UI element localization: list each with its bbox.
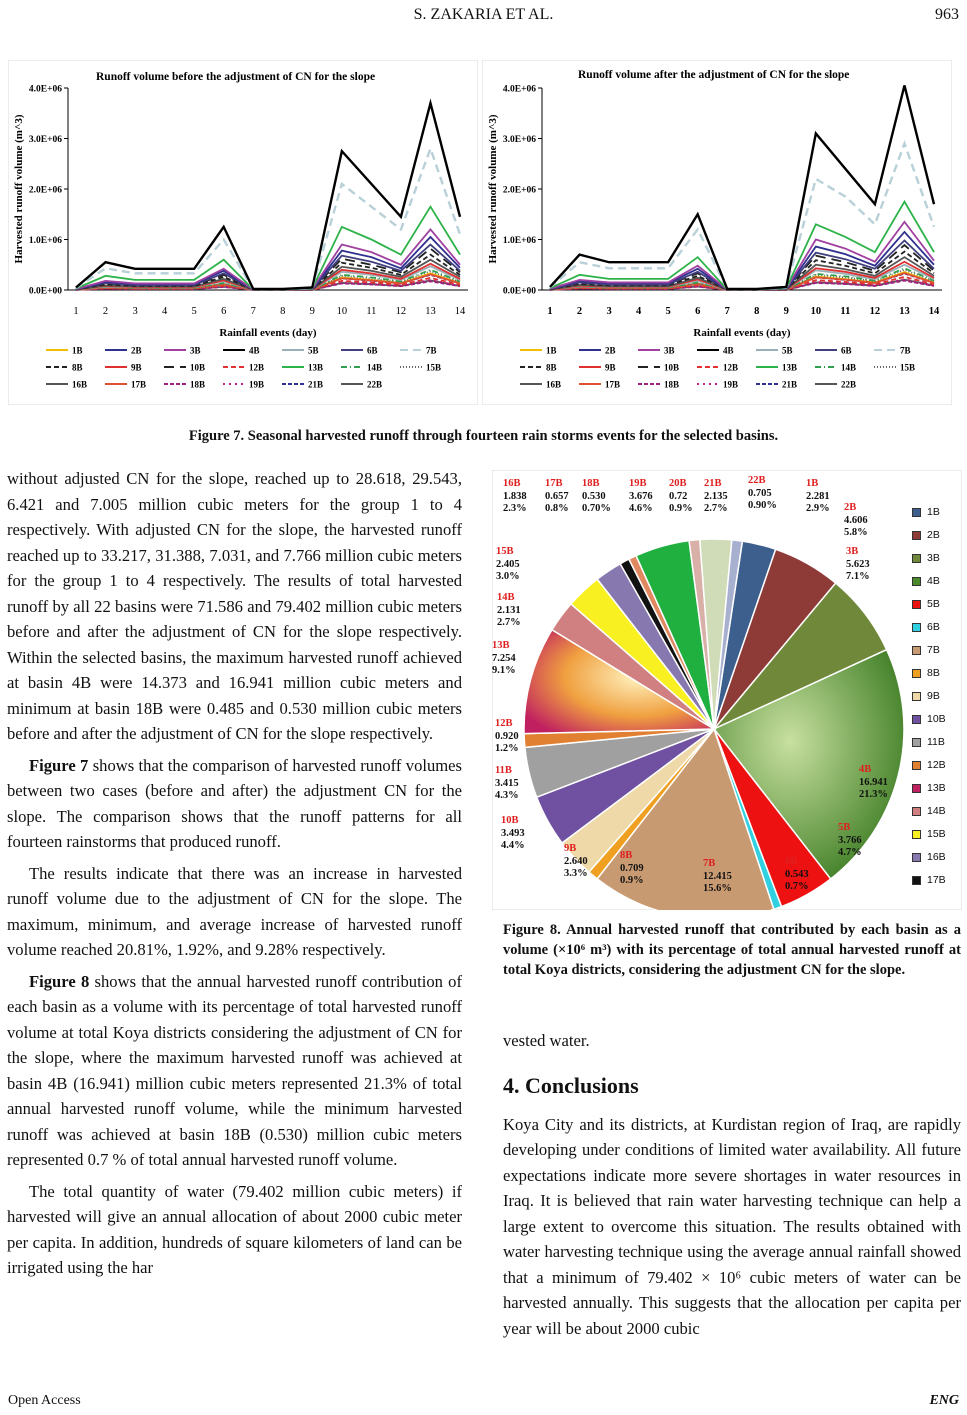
pie-label-20B (669, 478, 693, 516)
slice-value: 2.281 (806, 490, 830, 502)
legend-label: 19B (723, 379, 739, 390)
x-tick-label: 9 (783, 306, 789, 317)
x-tick-label: 5 (665, 306, 671, 317)
slice-value: 5.623 (846, 558, 870, 570)
runoff-before-chart (8, 60, 478, 405)
pie-label-1B (806, 478, 830, 516)
slice-name: 13B (492, 640, 510, 651)
legend-label: 6B (367, 345, 378, 356)
slice-percent: 1.2% (495, 743, 519, 754)
slice-name: 7B (703, 858, 716, 869)
legend-swatch (912, 807, 921, 816)
y-tick-label: 0.0E+00 (502, 286, 536, 297)
x-tick-label: 12 (395, 306, 407, 317)
slice-name: 21B (704, 478, 722, 489)
pie-label-5B (838, 822, 862, 860)
x-tick-label: 6 (695, 306, 701, 317)
slice-value: 12.415 (703, 870, 732, 882)
paragraph: without adjusted CN for the slope, reached up to 28.618, 29.543, 6.421 and 7.005 million cubic meters for the group 1 to 4 respectively. With adjusted CN for the slope, the harvested runoff reached up to 33.217, 31.388, 7.031, and 7.766 million cubic meters for the group 1 to 4 respectively. The results of total harvested runoff by all 22 basins were 71.586 and 79.402 million cubic meters before and after the adjustment of CN for the slope respectively. Within the selected basins, the maximum harvested runoff achieved at basin 4B were 14.373 and 16.941 million cubic meters and minimum at basin 18B were 0.485 and 0.530 million cubic meters before and after the adjustment of CN for the slope respectively. (7, 469, 462, 743)
pie-legend-item-10B (912, 713, 946, 725)
pie-legend-item-17B (912, 874, 946, 886)
slice-value: 3.676 (629, 490, 653, 502)
legend-label: 2B (131, 345, 142, 356)
x-tick-label: 5 (191, 306, 197, 317)
slice-name: 3B (846, 546, 859, 557)
right-column-text (503, 1028, 961, 1341)
legend-label: 21B (782, 379, 798, 390)
slice-percent: 4.7% (838, 847, 862, 858)
legend-label: 10B (664, 362, 680, 373)
legend-label: 7B (426, 345, 437, 356)
pie-legend-item-13B (912, 782, 946, 794)
legend-label: 22B (367, 379, 383, 390)
legend-swatch (912, 830, 921, 839)
legend-label: 9B (927, 690, 940, 702)
pie-label-8B (620, 850, 644, 888)
legend-label: 16B (72, 379, 88, 390)
slice-percent: 5.8% (844, 527, 868, 538)
pie-label-13B (492, 640, 516, 678)
slice-value: 2.405 (496, 558, 520, 570)
slice-percent: 2.7% (497, 617, 521, 628)
legend-swatch (912, 531, 921, 540)
slice-name: 9B (564, 843, 577, 854)
slice-name: 1B (806, 478, 819, 489)
pie-legend-item-4B (912, 575, 940, 587)
slice-value: 4.606 (844, 514, 868, 526)
y-tick-label: 3.0E+06 (502, 135, 536, 145)
legend-label: 12B (249, 362, 265, 373)
pie-legend-item-6B (912, 621, 940, 633)
left-column-text (7, 466, 462, 1281)
legend-label: 7B (927, 644, 940, 656)
x-tick-label: 2 (102, 306, 109, 317)
legend-swatch (912, 669, 921, 678)
pie-legend-item-12B (912, 759, 946, 771)
x-tick-label: 4 (161, 306, 168, 317)
slice-percent: 7.1% (846, 571, 870, 582)
legend-label: 19B (249, 379, 265, 390)
paragraph: The total quantity of water (79.402 million cubic meters) if harvested will give an annual allocation of about 2000 cubic meter per capita. In addition, hundreds of square kilometers of land can be irrigated using the har (7, 1181, 462, 1277)
pie-legend-item-14B (912, 805, 946, 817)
slice-name: 19B (629, 478, 647, 489)
legend-label: 16B (927, 851, 946, 863)
slice-name: 2B (844, 502, 857, 513)
legend-label: 12B (723, 362, 739, 373)
figure-reference: Figure 8 (29, 971, 90, 991)
legend-label: 14B (367, 362, 383, 373)
legend-label: 15B (900, 362, 916, 373)
legend-swatch (912, 554, 921, 563)
slice-percent: 21.3% (859, 789, 888, 800)
paragraph: Figure 7 shows that the comparison of harvested runoff volumes between two cases (before and after) the adjustment CN for the slope. The comparison shows that the runoff patterns for all fourteen rainstorms that produced runoff. (7, 755, 462, 851)
figure-8-caption: Figure 8. Annual harvested runoff that contributed by each basin as a volume (×10⁶ m³) with its percentage of total annual harvested runoff at total Koya districts, considering the adjustment CN for the slope. (503, 922, 961, 978)
legend-swatch (912, 692, 921, 701)
legend-label: 16B (546, 379, 562, 390)
pie-label-12B (495, 718, 519, 756)
slice-percent: 3.0% (496, 571, 520, 582)
pie-legend-item-11B (912, 736, 945, 748)
slice-value: 16.941 (859, 776, 888, 788)
pie-label-10B (501, 815, 525, 853)
pie-label-15B (496, 546, 520, 584)
legend-label: 17B (131, 379, 147, 390)
chart-title: Runoff volume before the adjustment of CN for the slope (96, 71, 376, 83)
y-tick-label: 1.0E+06 (28, 236, 62, 246)
legend-label: 5B (927, 598, 940, 610)
x-tick-label: 3 (132, 306, 138, 317)
legend-swatch (912, 853, 921, 862)
legend-label: 13B (308, 362, 324, 373)
legend-label: 15B (927, 828, 946, 840)
slice-name: 18B (582, 478, 600, 489)
slice-percent: 0.90% (748, 500, 777, 511)
slice-percent: 0.9% (669, 503, 693, 514)
y-axis-label: Harvested runoff volume (m^3) (487, 114, 499, 264)
slice-value: 3.415 (495, 777, 519, 789)
footer-open-access: Open Access (8, 1393, 81, 1408)
legend-label: 13B (782, 362, 798, 373)
slice-name: 14B (497, 592, 515, 603)
pie-label-19B (629, 478, 653, 516)
x-tick-label: 13 (425, 306, 436, 317)
y-tick-label: 1.0E+06 (502, 236, 536, 246)
legend-swatch (912, 508, 921, 517)
slice-percent: 2.7% (704, 503, 728, 514)
slice-value: 0.72 (669, 490, 688, 502)
legend-label: 18B (190, 379, 206, 390)
legend-label: 8B (72, 362, 83, 373)
chart-title: Runoff volume after the adjustment of CN for the slope (578, 69, 850, 81)
y-tick-label: 2.0E+06 (28, 185, 62, 196)
x-tick-label: 13 (899, 306, 910, 317)
slice-value: 3.493 (501, 827, 525, 839)
x-tick-label: 2 (576, 306, 583, 317)
legend-label: 2B (927, 529, 940, 541)
legend-label: 5B (782, 345, 793, 356)
legend-label: 14B (841, 362, 857, 373)
pie-label-4B (859, 764, 888, 802)
legend-label: 4B (723, 345, 734, 356)
pie-label-9B (564, 843, 588, 881)
slice-percent: 0.8% (545, 503, 569, 514)
legend-label: 3B (927, 552, 940, 564)
slice-value: 2.135 (704, 490, 728, 502)
slice-value: 0.543 (785, 868, 809, 880)
x-tick-label: 8 (754, 306, 760, 317)
pie-legend-item-16B (912, 851, 946, 863)
legend-swatch (912, 784, 921, 793)
legend-label: 14B (927, 805, 946, 817)
x-tick-label: 9 (309, 306, 315, 317)
slice-percent: 9.1% (492, 665, 516, 676)
slice-name: 20B (669, 478, 687, 489)
slice-percent: 3.3% (564, 868, 588, 879)
slice-value: 1.838 (503, 490, 527, 502)
legend-label: 3B (190, 345, 201, 356)
legend-swatch (912, 761, 921, 770)
legend-label: 11B (927, 736, 945, 748)
legend-swatch (912, 623, 921, 632)
legend-label: 6B (841, 345, 852, 356)
legend-label: 22B (841, 379, 857, 390)
legend-label: 17B (927, 874, 946, 886)
pie-label-2B (844, 502, 868, 540)
legend-label: 6B (927, 621, 940, 633)
annual-runoff-pie-chart (492, 470, 962, 910)
x-tick-label: 10 (810, 306, 822, 317)
x-tick-label: 11 (366, 306, 377, 317)
x-tick-label: 7 (724, 306, 730, 317)
x-tick-label: 1 (73, 306, 79, 317)
legend-swatch (912, 646, 921, 655)
slice-percent: 2.9% (806, 503, 830, 514)
legend-swatch (912, 715, 921, 724)
legend-swatch (912, 876, 921, 885)
x-tick-label: 4 (635, 306, 642, 317)
pie-legend-item-15B (912, 828, 946, 840)
slice-value: 0.920 (495, 730, 519, 742)
x-tick-label: 14 (928, 306, 940, 317)
slice-value: 0.657 (545, 490, 569, 502)
x-tick-label: 7 (250, 306, 256, 317)
legend-label: 4B (249, 345, 260, 356)
legend-swatch (912, 577, 921, 586)
x-axis-label: Rainfall events (day) (693, 327, 791, 339)
slice-percent: 4.3% (495, 790, 519, 801)
pie-label-22B (748, 475, 777, 513)
y-tick-label: 3.0E+06 (28, 135, 62, 145)
pie-legend-item-3B (912, 552, 940, 564)
slice-value: 0.530 (582, 490, 606, 502)
slice-value: 0.705 (748, 487, 772, 499)
legend-label: 17B (605, 379, 621, 390)
legend-label: 9B (605, 362, 616, 373)
page-number: 963 (935, 6, 959, 23)
slice-name: 8B (620, 850, 633, 861)
legend-swatch (912, 738, 921, 747)
slice-name: 15B (496, 546, 514, 557)
slice-percent: 2.3% (503, 503, 527, 514)
legend-label: 9B (131, 362, 142, 373)
legend-label: 3B (664, 345, 675, 356)
header-authors: S. ZAKARIA ET AL. (413, 6, 554, 23)
legend-label: 1B (546, 345, 557, 356)
slice-percent: 0.70% (582, 503, 611, 514)
pie-legend-item-1B (912, 506, 940, 518)
x-tick-label: 3 (606, 306, 612, 317)
legend-label: 10B (927, 713, 946, 725)
paragraph: Figure 8 shows that the annual harvested runoff contribution of each basin as a volume with its percentage of total harvested runoff volume at total Koya districts considering the adjustment of CN for the slope, where the maximum harvested runoff was achieved at basin 4B (16.941) million cubic meters represented 21.3% of total annual harvested runoff volume, while the minimum harvested runoff was achieved at basin 18B (0.530) million cubic meters represented 0.7 % of total annual harvested runoff volume. (7, 971, 463, 1169)
legend-label: 15B (426, 362, 442, 373)
pie-legend-item-7B (912, 644, 940, 656)
slice-name: 12B (495, 718, 513, 729)
slice-percent: 0.9% (620, 875, 644, 886)
pie-legend-item-2B (912, 529, 940, 541)
pie-label-17B (545, 478, 569, 516)
legend-label: 21B (308, 379, 324, 390)
runoff-after-chart (482, 60, 952, 405)
x-tick-label: 11 (840, 306, 851, 317)
pie-label-21B (704, 478, 728, 516)
paragraph: Koya City and its districts, at Kurdistan region of Iraq, are rapidly developing under conditions of limited water availability. All future expectations indicate more severe shortages in water resources in Iraq. It is believed that rain water harvesting technique can help a large extent to overcome this situation. The results obtained with water harvesting technique using the average annual rainfall showed that a minimum of 79.402 × 10⁶ cubic meters of water can be harvested annually. This suggests that the allocation per capita per year will be about 2000 cubic (503, 1114, 961, 1338)
y-tick-label: 4.0E+06 (28, 84, 62, 95)
pie-label-16B (503, 478, 527, 516)
pie-label-18B (582, 478, 611, 516)
legend-label: 8B (927, 667, 940, 679)
pie-label-7B (703, 858, 732, 896)
legend-label: 8B (546, 362, 557, 373)
section-heading: 4. Conclusions (503, 1072, 639, 1098)
slice-percent: 4.6% (629, 503, 653, 514)
x-tick-label: 1 (547, 306, 553, 317)
slice-percent: 4.4% (501, 840, 525, 851)
y-tick-label: 0.0E+00 (28, 286, 62, 297)
legend-label: 7B (900, 345, 911, 356)
figure-7-caption: Figure 7. Seasonal harvested runoff through fourteen rain storms events for the selected basins. (188, 428, 779, 444)
slice-name: 5B (838, 822, 851, 833)
pie-legend-item-8B (912, 667, 940, 679)
paragraph: The results indicate that there was an increase in harvested runoff volume due to the adjustment of CN for the slope. The maximum, minimum, and average increase of harvested runoff volume reached 20.81%, 1.92%, and 9.28% respectively. (7, 863, 462, 959)
x-tick-label: 14 (454, 306, 466, 317)
legend-label: 18B (664, 379, 680, 390)
y-axis-label: Harvested runoff volume (m^3) (13, 114, 25, 264)
slice-value: 2.131 (497, 604, 521, 616)
y-tick-label: 4.0E+06 (502, 84, 536, 95)
pie-label-11B (495, 765, 519, 803)
legend-label: 12B (927, 759, 946, 771)
legend-label: 2B (605, 345, 616, 356)
pie-label-3B (846, 546, 870, 584)
slice-name: 6B (785, 856, 798, 867)
pie-label-6B (785, 856, 809, 894)
slice-name: 16B (503, 478, 521, 489)
slice-value: 2.640 (564, 855, 588, 867)
x-tick-label: 12 (869, 306, 881, 317)
x-tick-label: 8 (280, 306, 286, 317)
slice-value: 3.766 (838, 834, 862, 846)
slice-name: 17B (545, 478, 563, 489)
x-tick-label: 10 (336, 306, 348, 317)
pie-legend-item-9B (912, 690, 940, 702)
figure-reference: Figure 7 (29, 755, 89, 775)
slice-percent: 0.7% (785, 881, 809, 892)
slice-name: 11B (495, 765, 512, 776)
legend-label: 5B (308, 345, 319, 356)
slice-name: 4B (859, 764, 872, 775)
legend-label: 13B (927, 782, 946, 794)
footer-journal: ENG (929, 1393, 959, 1408)
slice-name: 22B (748, 475, 766, 486)
x-tick-label: 6 (221, 306, 227, 317)
x-axis-label: Rainfall events (day) (219, 327, 317, 339)
paragraph: vested water. (503, 1031, 590, 1050)
legend-label: 10B (190, 362, 206, 373)
legend-label: 1B (72, 345, 83, 356)
slice-name: 10B (501, 815, 519, 826)
slice-value: 0.709 (620, 862, 644, 874)
pie-legend-item-5B (912, 598, 940, 610)
legend-label: 4B (927, 575, 940, 587)
slice-value: 7.254 (492, 652, 516, 664)
y-tick-label: 2.0E+06 (502, 185, 536, 196)
legend-swatch (912, 600, 921, 609)
slice-percent: 15.6% (703, 883, 732, 894)
pie-label-14B (497, 592, 521, 630)
legend-label: 1B (927, 506, 940, 518)
running-header (0, 6, 967, 24)
